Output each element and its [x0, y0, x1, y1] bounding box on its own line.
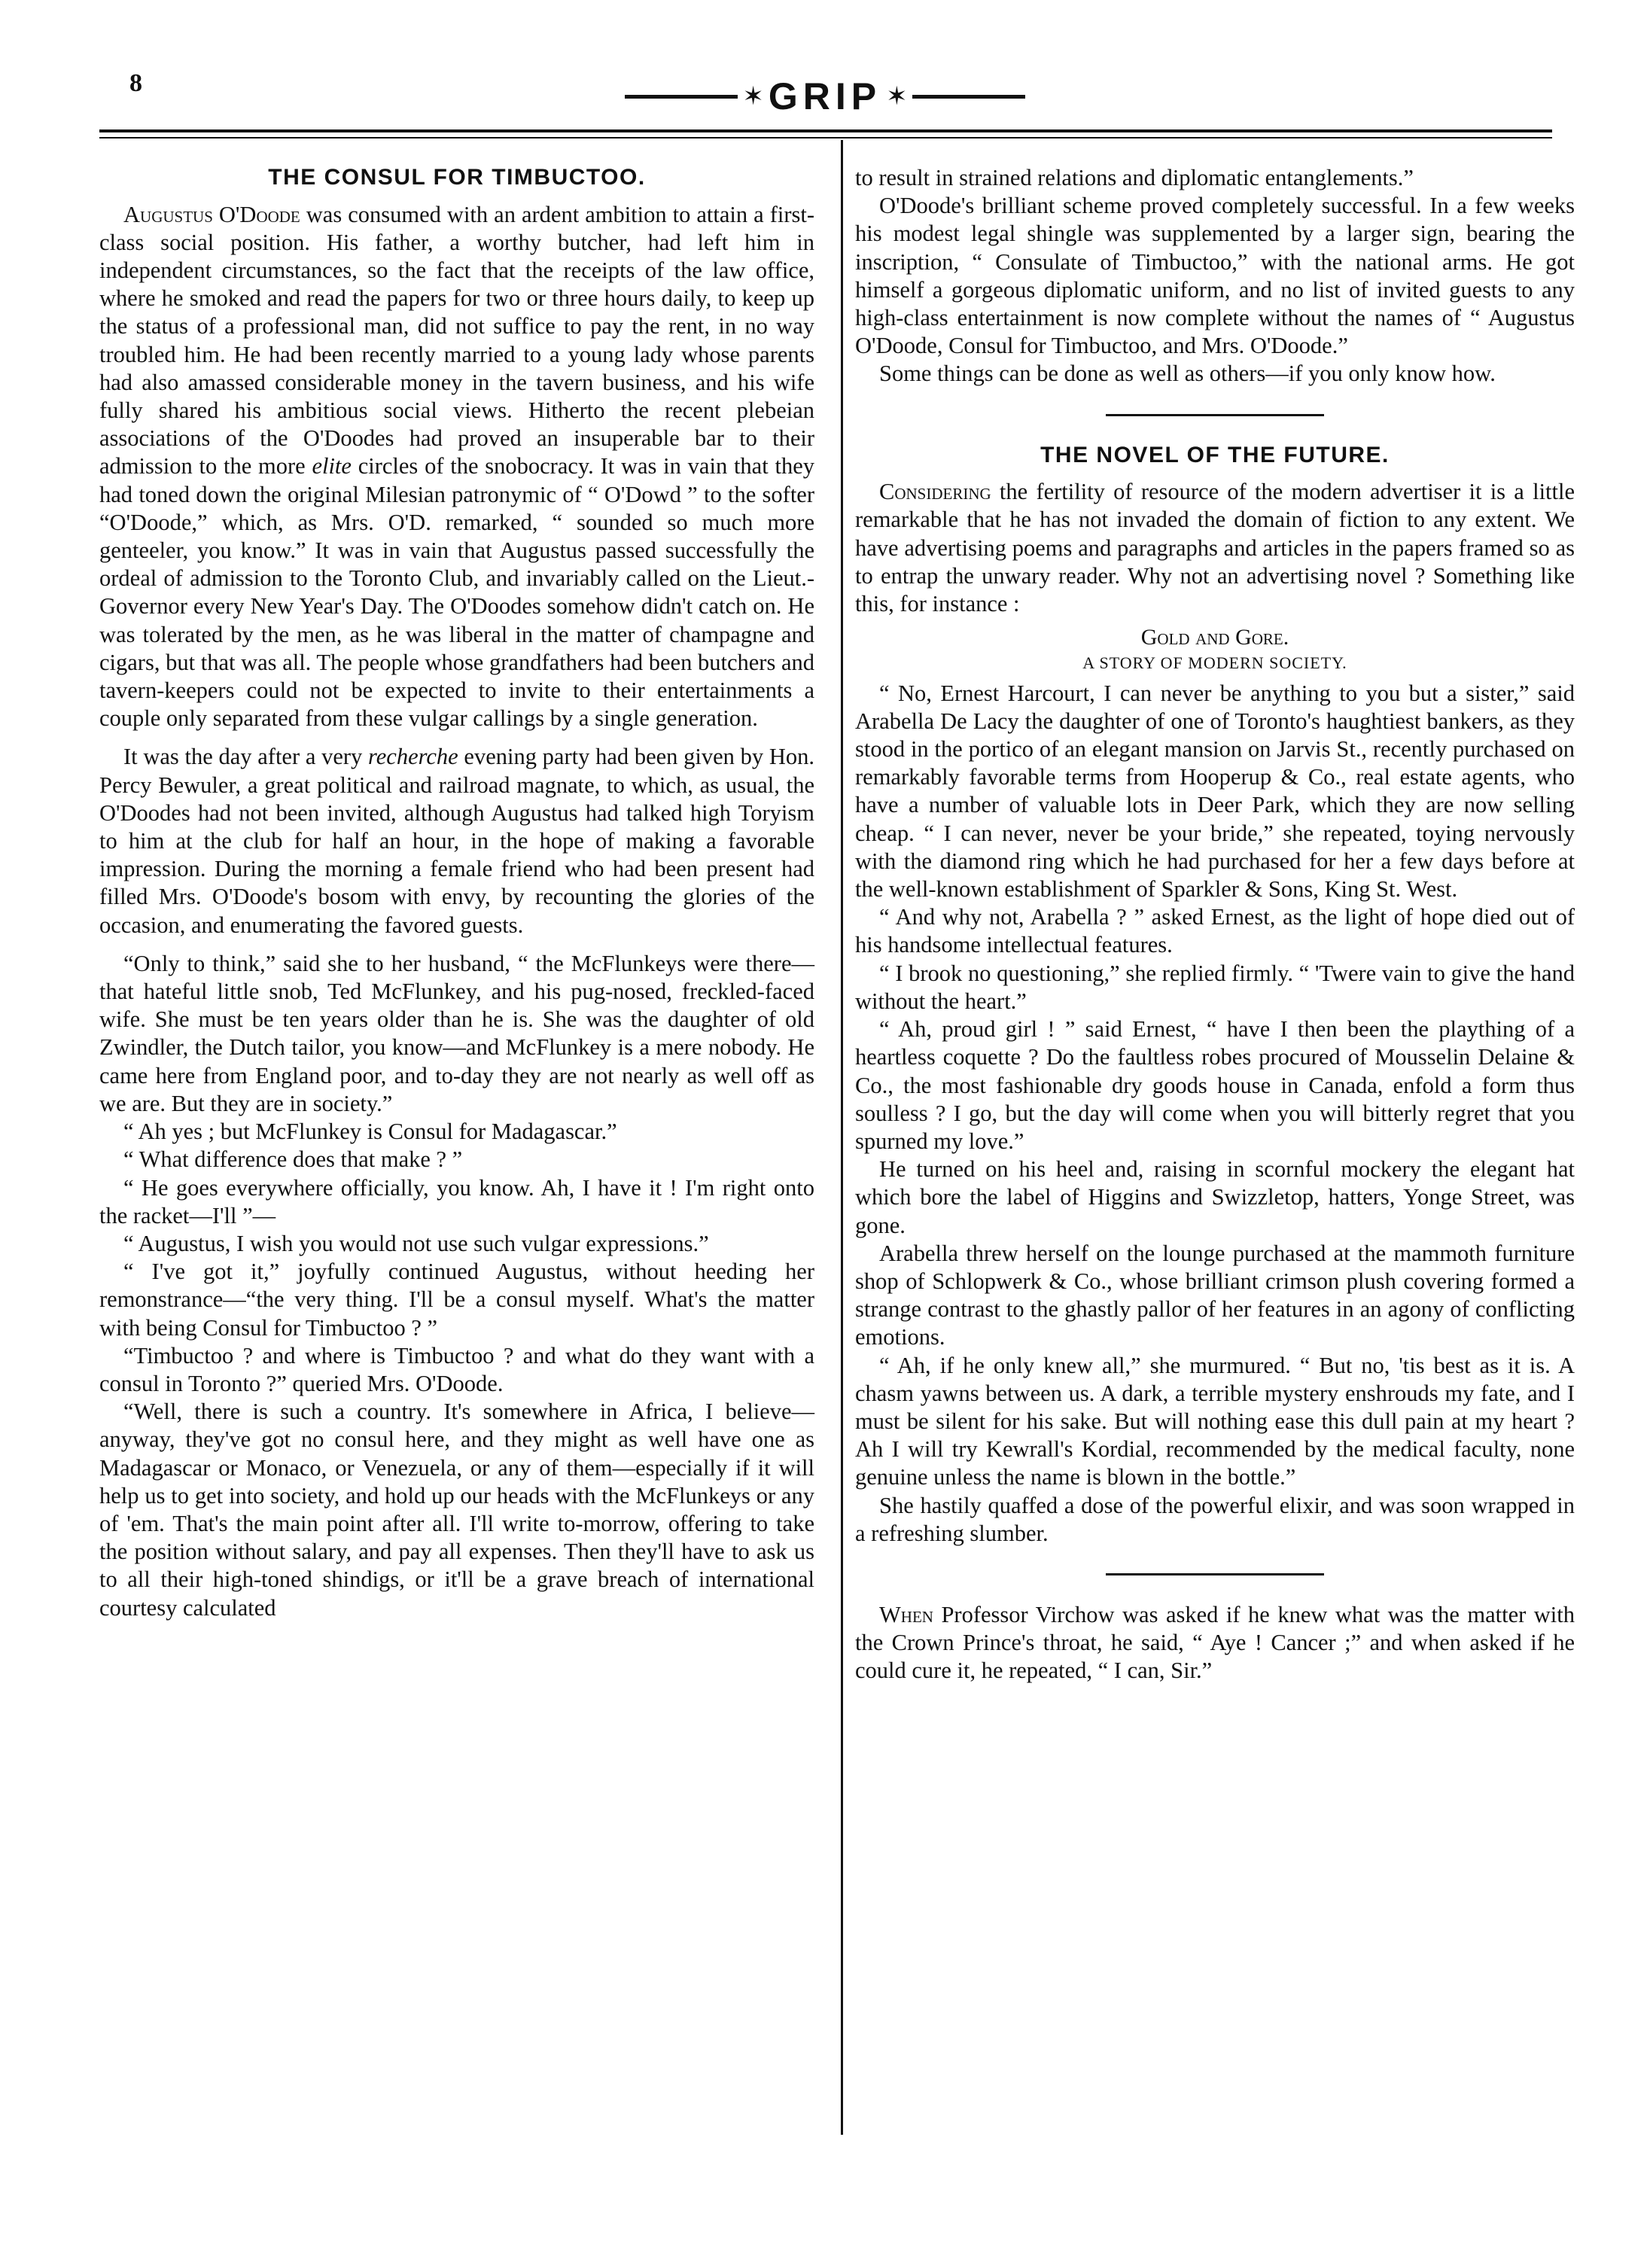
page-number: 8: [129, 69, 142, 97]
article-paragraph: to result in strained relations and diplomatic entanglements.”: [855, 165, 1414, 190]
article-paragraph: “ Ah yes ; but McFlunkey is Consul for Madagascar.”: [123, 1119, 617, 1145]
article-paragraph: [99, 201, 814, 733]
left-column: [99, 164, 814, 1622]
story-paragraph: “ Ah, if he only knew all,” she murmured. “ But no, 'tis best as it is. A chasm yawns between us. A dark, a terrible mystery enshrouds my fate, and I must be silent for his sake. But will nothing ease this dull pain at my heart ? Ah I will try Kewrall's Kordial, recommended by the medical faculty, none genuine unless the name is blown in the bottle.”: [855, 1352, 1575, 1490]
article-paragraph: [99, 743, 814, 939]
paragraph-text: It was the day after a very: [123, 744, 369, 770]
story-paragraph: “ I brook no questioning,” she replied firmly. “ 'Twere vain to give the hand without the heart.”: [855, 960, 1575, 1014]
lead-words: When: [879, 1601, 933, 1627]
paragraph-text: the fertility of resource of the modern advertiser it is a little remarkable that he has not invaded the domain of fiction to any extent. We have advertising poems and paragraphs and articles in the papers framed so as to entrap the unwary reader. Why not an advertising novel ? Something like this, for instance :: [855, 479, 1575, 617]
article-paragraph: “Only to think,” said she to her husband, “ the McFlunkeys were there—that hateful little snob, Ted McFlunkey, and his pug-nosed, freckled-faced wife. She must be ten years older than he is. She was the daughter of old Zwindler, the Dutch tailor, you know—and McFlunkey is a mere nobody. He came here from England poor, and to-day they are not nearly as well off as we are. But they are in society.”: [99, 950, 814, 1116]
article-paragraph: “Timbuctoo ? and where is Timbuctoo ? and what do they want with a consul in Toronto ?” queried Mrs. O'Doode.: [99, 1342, 814, 1396]
article-headline-novel: THE NOVEL OF THE FUTURE.: [1040, 442, 1390, 467]
story-paragraph: “ Ah, proud girl ! ” said Ernest, “ have I then been the plaything of a heartless coquette ? Do the faultless robes procured of Mousselin Delaine & Co., the most fashionable dry goods house in Canada, enfold a form thus soulless ? I go, but the day will come when you will bitterly regret that you spurned my love.”: [855, 1016, 1575, 1154]
column-divider: [841, 140, 843, 2135]
masthead-right-line: [912, 95, 1025, 99]
italic-word: recherche: [368, 744, 458, 770]
article-paragraph: Some things can be done as well as others—if you only know how.: [879, 361, 1496, 387]
article-headline-consul: THE CONSUL FOR TIMBUCTOO.: [268, 165, 646, 190]
section-separator: [1106, 414, 1324, 416]
paragraph-text: evening party had been given by Hon. Percy Bewuler, a great political and railroad magnate, to which, as usual, the O'Doodes had not been invited, although Augustus had talked high Toryism to him at the club for half an hour, in the hope of making a favorable impression. During the morning a female friend who had been present had filled Mrs. O'Doode's bosom with envy, by recounting the glories of the occasion, and enumerating the favored guests.: [99, 744, 814, 938]
story-paragraph: He turned on his heel and, raising in scornful mockery the elegant hat which bore the label of Higgins and Swizzletop, hatters, Yonge Street, was gone.: [855, 1156, 1575, 1238]
paragraph-text: circles of the snobocracy. It was in vain that they had toned down the original Milesian patronymic of “ O'Dowd ” to the softer “O'Doode,” which, as Mrs. O'D. remarked, “ sounded so much more genteeler, you know.” It was in vain that Augustus passed successfully the ordeal of admission to the Toronto Club, and invariably called on the Lieut.-Governor every New Year's Day. The O'Doodes somehow didn't catch on. He was tolerated by the men, as he was liberal in the matter of champagne and cigars, but that was all. The people whose grandfathers had been butchers and tavern-keepers could not be expected to invite to their entertainments a couple only separated from these vulgar callings by a single generation.: [99, 453, 814, 732]
paragraph-text: was consumed with an ardent ambition to attain a first-class social position. His father, a worthy butcher, had left him in independent circumstances, so the fact that the receipts of the law office, where he smoked and read the papers for two or three hours daily, to keep up the status of a professional man, did not suffice to pay the rent, in no way troubled him. He had been recently married to a young lady whose parents had also amassed considerable money in the tavern business, and his wife fully shared his ambitious social views. Hitherto the recent plebeian associations of the O'Doodes had proved an insuperable bar to their admission to the more: [99, 201, 814, 479]
masthead: [0, 74, 1650, 119]
paragraph-text: Professor Virchow was asked if he knew what was the matter with the Crown Prince's throat, he said, “ Aye ! Cancer ;” and when asked if he could cure it, he repeated, “ I can, Sir.”: [855, 1601, 1575, 1684]
star-ornament-icon: ✶: [886, 83, 908, 111]
article-paragraph: “ Augustus, I wish you would not use such vulgar expressions.”: [123, 1230, 709, 1256]
article-paragraph: [855, 478, 1575, 618]
masthead-title: GRIP: [768, 75, 882, 117]
article-paragraph: “ He goes everywhere officially, you know. Ah, I have it ! I'm right onto the racket—I'll ”—: [99, 1174, 814, 1228]
header-rule: [99, 129, 1552, 132]
article-paragraph: “Well, there is such a country. It's somewhere in Africa, I believe—anyway, they've got no consul here, and they might as well have one as Madagascar or Monaco, or Venezuela, or any of them—especially if it will help us to get into society, and hold up our heads with the McFlunkeys or any of 'em. That's the main point after all. I'll write to-morrow, offering to take the position without salary, and pay all expenses. Then they'll have to ask us to all their high-toned shindigs, or it'll be a grave breach of international courtesy calculated: [99, 1399, 814, 1621]
article-paragraph: O'Doode's brilliant scheme proved completely successful. In a few weeks his modest legal shingle was supplemented by a larger sign, bearing the inscription, “ Consulate of Timbuctoo,” with the national arms. He got himself a gorgeous diplomatic uniform, and no list of invited guests to any high-class entertainment is now complete without the names of “ Augustus O'Doode, Consul for Timbuctoo, and Mrs. O'Doode.”: [855, 193, 1575, 359]
story-paragraph: Arabella threw herself on the lounge purchased at the mammoth furniture shop of Schlopwerk & Co., whose brilliant crimson plush covering formed a strange contrast to the ghastly pallor of her features in an agony of conflicting emotions.: [855, 1240, 1575, 1350]
masthead-left-line: [625, 95, 738, 99]
story-subtitle: A STORY OF MODERN SOCIETY.: [1082, 653, 1347, 672]
article-paragraph: “ What difference does that make ? ”: [123, 1146, 463, 1173]
lead-words: Considering: [879, 479, 991, 505]
story-paragraph: “ No, Ernest Harcourt, I can never be anything to you but a sister,” said Arabella De Lacy the daughter of one of Toronto's haughtiest bankers, as they stood in the portico of an elegant mansion on Jarvis St., recently purchased on remarkably favorable terms from Hooperup & Co., real estate agents, who have a number of valuable lots in Deer Park, which they are now selling cheap. “ I can never, never be your bride,” she repeated, toying nervously with the diamond ring which he had purchased for her a few days before at the well-known establishment of Sparkler & Sons, King St. West.: [855, 680, 1575, 903]
story-title: Gold and Gore.: [1140, 625, 1289, 650]
header-rule-thin: [99, 137, 1552, 139]
article-paragraph: “ I've got it,” joyfully continued Augustus, without heeding her remonstrance—“the very thing. I'll be a consul myself. What's the matter with being Consul for Timbuctoo ? ”: [99, 1259, 814, 1341]
section-separator: [1106, 1573, 1324, 1575]
star-ornament-icon: ✶: [742, 83, 764, 111]
story-paragraph: “ And why not, Arabella ? ” asked Ernest, as the light of hope died out of his handsome intellectual features.: [855, 904, 1575, 958]
right-column: [855, 164, 1575, 1685]
italic-word: elite: [312, 453, 352, 479]
story-paragraph: She hastily quaffed a dose of the powerful elixir, and was soon wrapped in a refreshing slumber.: [855, 1492, 1575, 1546]
article-paragraph-virchow: [855, 1601, 1575, 1685]
lead-words: Augustus O'Doode: [123, 201, 300, 227]
